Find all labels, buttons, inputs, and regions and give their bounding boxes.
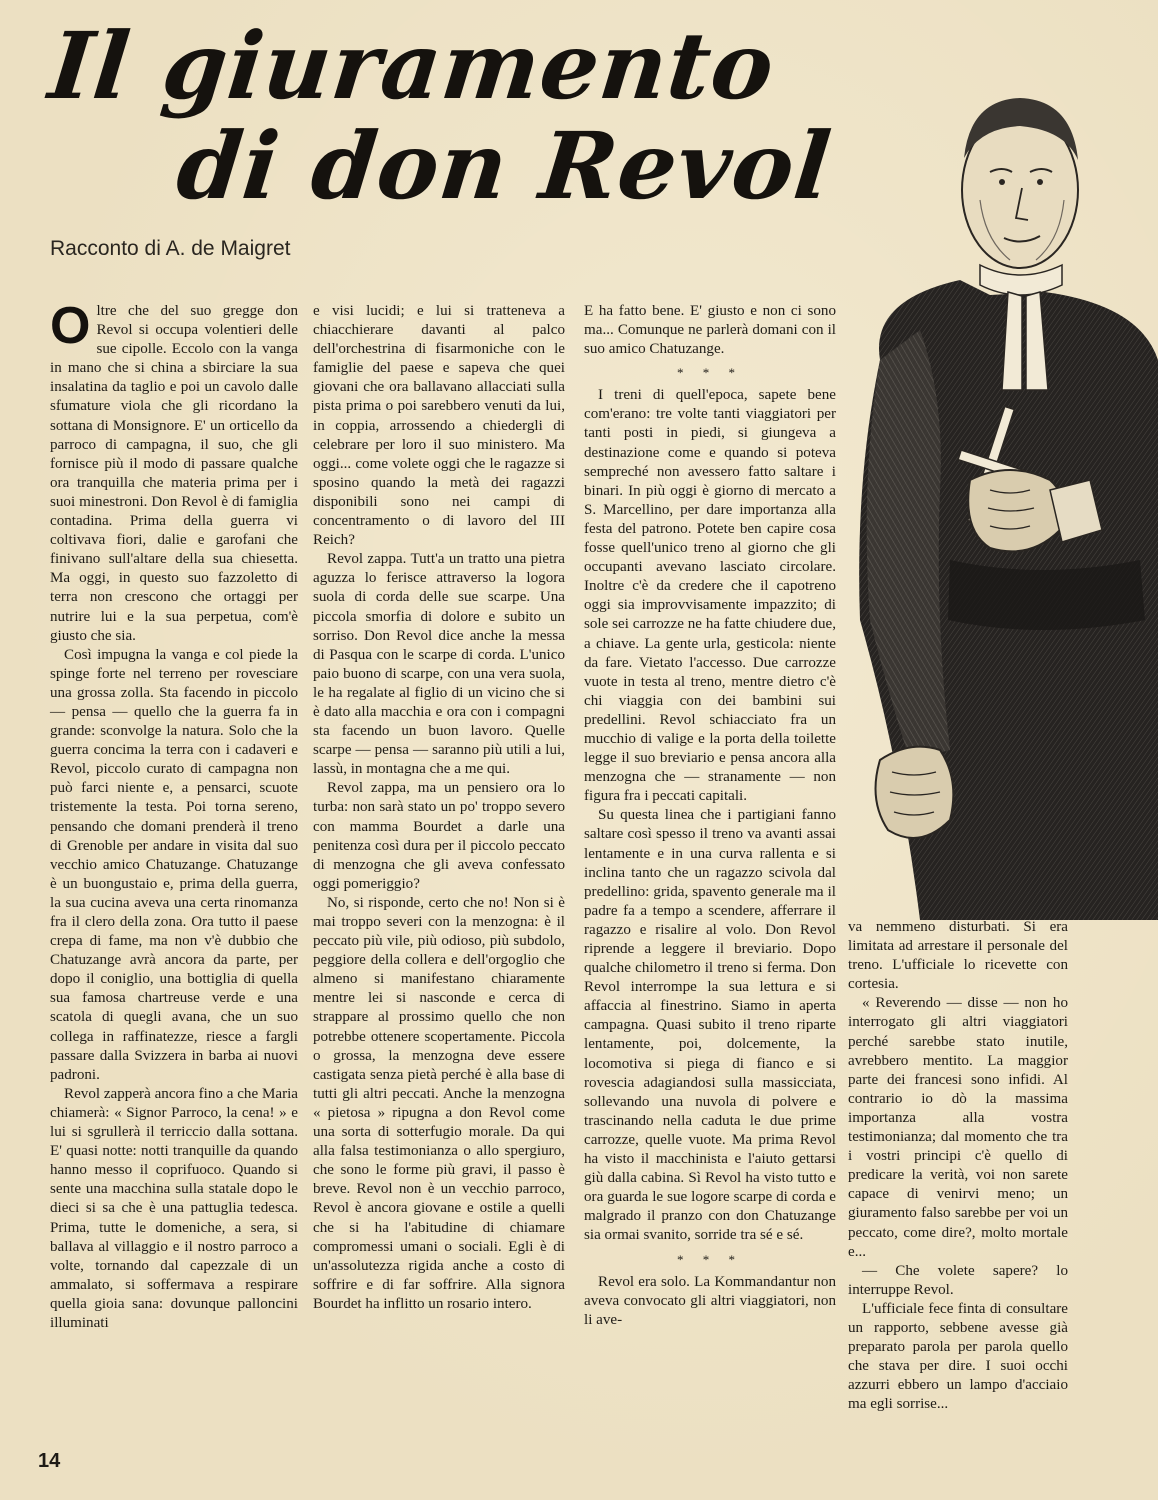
paragraph: E ha fatto bene. E' giusto e non ci sono ma... Comunque ne parlerà domani con il suo amico Chatuzange. bbox=[584, 303, 836, 358]
paragraph: Revol zappa. Tutt'a un tratto una pietra aguzza lo ferisce attraverso la logora suola di corda delle sue scarpe. Una piccola smorfia di dolore e subito un sorriso. Don Revol dice anche la messa di Pasqua con le scarpe di corda. L'unico paio buono di scarpe, con una vera suola, le ha regalate al figlio di un vicino che si è dato alla macchia e ora con i compagni sta facendo un buon lavoro. Quelle scarpe — pensa — saranno più utili a lui, lassù, in montagna che a me qui. bbox=[313, 551, 565, 778]
paragraph: Revol era solo. La Kommandantur non aveva convocato gli altri viaggiatori, non li ave- bbox=[584, 1273, 836, 1328]
text-column-3 bbox=[584, 302, 836, 1330]
section-separator: * * * bbox=[677, 365, 743, 381]
paragraph: No, si risponde, certo che no! Non si è mai troppo severi con la menzogna: è il peccato più vile, più odioso, più subdolo, peggiore della collera e dell'orgoglio che almeno si manifestano chiaramente mentre lei si nasconde e cerca di strappare al prossimo quello che non potrebbe ottenere scopertamente. Piccola o grossa, la menzogna deve essere castigata senza pietà perché è alla base di tutti gli altri peccati. Anche la menzogna « pietosa » ripugna a don Revol come una sorta di sotterfugio morale. Da qui alla falsa testimonianza o allo spergiuro, che sono le forme più gravi, il passo è breve. Revol non è un vecchio parroco, Revol è ancora giovane e ostile a quelli che si ha l'abitudine di chiamare compromessi umani o sociali. Egli è di un'assolutezza rigida anche a costo di soffrire e di far soffrire. Alla signora Bourdet ha inflitto un rosario intero. bbox=[313, 894, 565, 1312]
story-title-line-2: di don Revol bbox=[172, 112, 837, 220]
text-column-2 bbox=[313, 302, 565, 1314]
drop-cap: O bbox=[50, 297, 91, 355]
paragraph: L'ufficiale fece finta di consultare un rapporto, sebbene avesse già preparato parola per parola quello che stava per dire. I suoi occhi azzurri ebbero un lampo d'acciaio ma egli sorrise... bbox=[848, 1300, 1068, 1413]
text-column-4 bbox=[848, 918, 1068, 1414]
page-number: 14 bbox=[38, 1450, 61, 1472]
paragraph: Revol zapperà ancora fino a che Maria chiamerà: « Signor Parroco, la cena! » e lui si sgrullerà il terriccio dalla sottana. E' quasi notte: notti tranquille da quando hanno messo il coprifuoco. Quando si sente una macchina sulla statale dopo le dieci si sa che è una pattuglia tedesca. Prima, tutte le domeniche, a sera, si ballava al villaggio e il nostro parroco a volte, tornando dal capezzale di un ammalato, si soffermava a respirare quella gioia sana: dovunque palloncini illuminati bbox=[50, 1085, 298, 1331]
paragraph: — Che volete sapere? lo interruppe Revol. bbox=[848, 1262, 1068, 1298]
paragraph: Così impugna la vanga e col piede la spinge forte nel terreno per rovesciare una grossa zolla. Sta facendo in piccolo — pensa — quello che la guerra fa in grande: sconvolge la natura. Solo che la guerra concima la terra con i cadaveri e Revol, piccolo curato di campagna non può farci niente e, a pensarci, scuote tristemente la testa. Poi torna sereno, pensando che domani prenderà il treno di Grenoble per andare in visita dal suo vecchio amico Chatuzange. Chatuzange è un buongustaio e, prima della guerra, la sua cucina aveva una certa rinomanza fra il clero della zona. Ora tutto il paese crepa di fame, ma non v'è dubbio che Chatuzange avrà ancora da parte, per dopo il coniglio, una bottiglia di quella sua famosa chartreuse verde e una scatola di quegli avana, che un suo collega in raffinatezze, riesce a fargli passare dalla Svizzera in barba ai nuovi padroni. bbox=[50, 646, 298, 1083]
paragraph: Revol zappa, ma un pensiero ora lo turba: non sarà stato un po' troppo severo con mamma Bourdet a darle una penitenza così dura per il piccolo peccato di menzogna che gli aveva confessato oggi pomeriggio? bbox=[313, 780, 565, 892]
paragraph: I treni di quell'epoca, sapete bene com'erano: tre volte tanti viaggiatori per tanti posti in piedi, si giungeva a destinazione come e quando si poteva sempreché non avessero fatto saltare i binari. In più oggi è giorno di mercato a S. Marcellino, per dare importanza alla festa del patrono. Potete ben capire cosa fosse quell'unico treno al giorno che gli occupanti avevano lasciato circolare. Inoltre c'è da credere che il capotreno oggi sia improvvisamente impazzito; di sole sei carrozze ne ha fatte chiudere due, a chiave. La gente urla, gesticola: niente da fare. Vietato l'accesso. Due carrozze vuote in testa al treno, mentre dietro c'è chi viaggia con dei bambini sui predellini. Revol schiacciato fra un mucchio di valige e la porta della toilette legge il suo breviario e pensa ancora alla menzogna che — stranamente — non figura fra i peccati capitali. bbox=[584, 387, 836, 805]
paragraph: e visi lucidi; e lui si tratteneva a chiacchierare davanti al palco dell'orchestrina di fisarmoniche con le famiglie del paese e sapeva che quei giovani che ora ballavano allacciati sulla pista prima o poi sarebbero venuti da lui, in coppia, arrossendo a chiedergli di celebrare per loro il suo ministero. Ma oggi... come volete oggi che le ragazze si sposino quando la metà dei ragazzi disponibili sono nei campi di concentramento o di lavoro del III Reich? bbox=[313, 303, 565, 549]
text-column-1 bbox=[50, 297, 298, 1333]
paragraph: va nemmeno disturbati. Si era limitata ad arrestare il personale del treno. L'ufficiale lo ricevette con cortesia. bbox=[848, 919, 1068, 993]
paragraph: Su questa linea che i partigiani fanno saltare così spesso il treno va avanti assai lentamente e in una curva rallenta e si inclina tanto che un ragazzo scivola dal predellino: grida, spavento generale ma il padre fa a tempo a scendere, afferrare il ragazzo e risalire al volo. Don Revol riprende a leggere il breviario. Dopo qualche chilometro il treno si ferma. Don Revol interrompe la sua lettura e si affaccia al finestrino. Siamo in aperta campagna. Quasi subito il treno riparte lentamente, poi, dolcemente, la locomotiva si piega di fianco e si rovescia adagiandosi sulla massicciata, sollevando una nuvola di polvere e trascinando nella caduta le due prime carrozze, quelle vuote. Ma prima Revol ha visto il macchinista e l'aiuto gettarsi giù dalla cabina. Sì Revol ha visto tutto e ora guarda le sue logore scarpe di corda e malgrado il pranzo con don Chatuzange sia ormai svanito, sorride tra sé e sé. bbox=[584, 807, 836, 1244]
byline: Racconto di A. de Maigret bbox=[50, 237, 291, 260]
paragraph-text: ltre che del suo gregge don Revol si occupa volentieri delle sue cipolle. Eccolo con la vanga in mano che si china a sbirciare la sua insalatina da taglio e poi un cavolo dalle sfumature viola che gli ricordano la sottana di Monsignore. E' un orticello da parroco di campagna, il suo, che gli fornisce più il modo di passare qualche ora tranquilla che materia prima per i suoi minestroni. Don Revol è di famiglia contadina. Prima della guerra vi coltivava fiori, dalie e garofani che finivano sull'altare della sua chiesetta. Ma oggi, in questo suo fazzoletto di terra non crescono che ortaggi per nutrire lui e la sua perpetua, com'è giusto che sia. bbox=[50, 303, 298, 644]
paragraph bbox=[50, 297, 298, 646]
paragraph: « Reverendo — disse — non ho interrogato gli altri viaggiatori perché sarebbe stato inutile, avrebbero mentito. La maggior parte dei francesi sono infidi. Al contrario io dò la massima importanza alla vostra testimonianza; dal momento che tra i vostri principi c'è quello di predicare la verità, voi non sarete capace di venirvi meno; un giuramento falso sarebbe per voi un peccato, come dire?, molto mortale e... bbox=[848, 995, 1068, 1260]
priest-illustration bbox=[840, 60, 1158, 920]
story-title-line-1: Il giuramento bbox=[44, 12, 780, 120]
section-separator: * * * bbox=[677, 1251, 743, 1267]
